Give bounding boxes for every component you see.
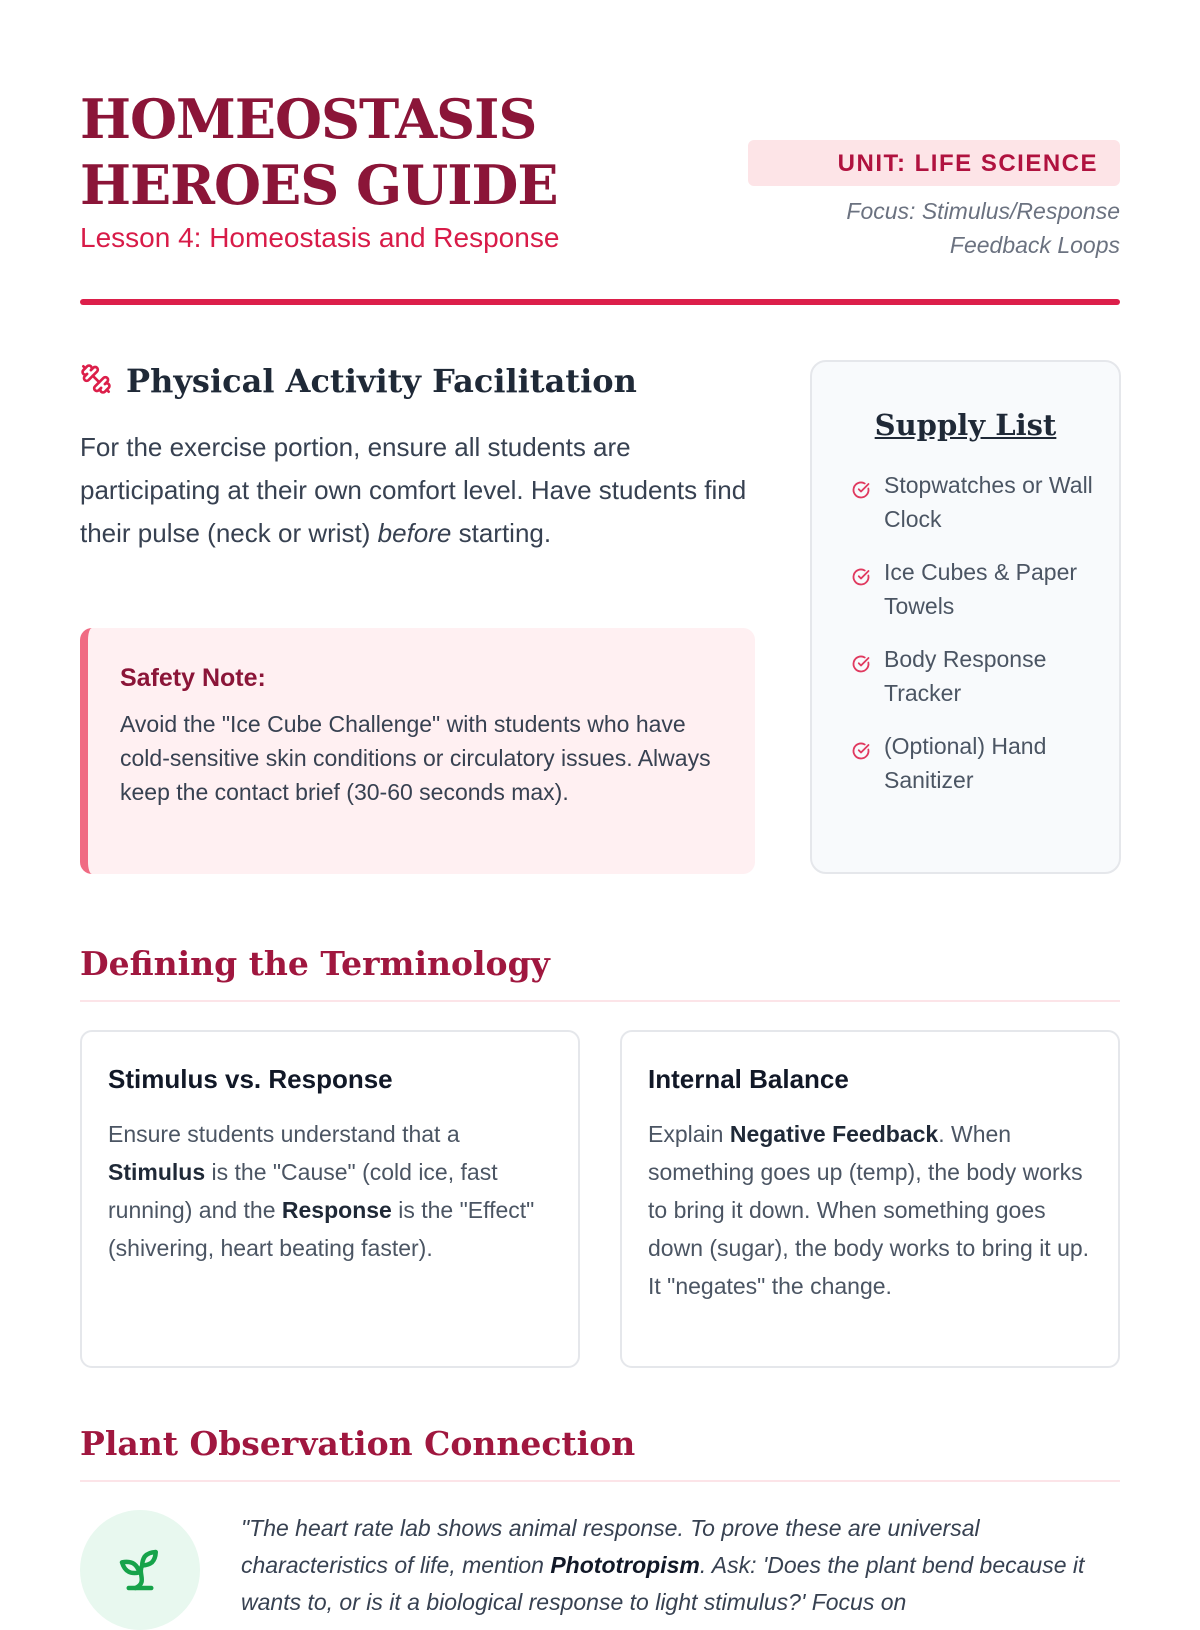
title-line-1: HOMEOSTASIS [80, 87, 537, 151]
plant-divider [80, 1480, 1120, 1482]
focus-line-1: Focus: Stimulus/Response [846, 198, 1120, 224]
supply-item [852, 555, 1095, 623]
supply-item [852, 642, 1095, 710]
safety-text: Avoid the "Ice Cube Challenge" with students who have cold-sensitive skin conditions or circulatory issues. Always keep the contact brief (30-60 seconds max). [120, 711, 711, 805]
sprout-icon [80, 1510, 200, 1630]
check-circle-icon [852, 642, 870, 710]
activity-emphasis: before [377, 518, 452, 548]
supply-item-label: (Optional) Hand Sanitizer [884, 733, 1047, 793]
stimulus-response-card [80, 1030, 580, 1368]
card-text-part: . When something goes up (temp), the body works to bring it down. When something goes down (sugar), the body works to bring it up. It "negates" the change. [648, 1121, 1090, 1299]
activity-heading-row [80, 362, 754, 400]
quote-text-part: "The heart rate lab shows animal response. To prove these are universal characteristics of life, mention [241, 1515, 980, 1578]
supply-heading: Supply List [874, 408, 1057, 442]
card-text-part: is the "Cause" (cold ice, fast running) and the [108, 1159, 498, 1223]
card-text-part: is the "Effect" (shivering, heart beating faster). [108, 1197, 535, 1261]
card-term-response: Response [281, 1197, 392, 1223]
supply-item-label: Body Response Tracker [884, 646, 1047, 706]
card-text [108, 1115, 552, 1267]
safety-heading: Safety Note: [120, 664, 266, 692]
card-term-negative-feedback: Negative Feedback [729, 1121, 939, 1147]
quote-text-part: . Ask: 'Does the plant bend because it wants to, or is it a biological response to light stimulus?' Focus on [241, 1552, 1085, 1615]
plant-quote [241, 1510, 1121, 1621]
supply-item-label: Stopwatches or Wall Clock [884, 472, 1093, 532]
card-title: Internal Balance [648, 1064, 849, 1094]
card-text [648, 1115, 1092, 1305]
page-header [80, 86, 1120, 306]
card-term-stimulus: Stimulus [108, 1159, 206, 1185]
check-circle-icon [852, 555, 870, 623]
terminology-heading: Defining the Terminology [80, 944, 550, 983]
check-circle-icon [852, 468, 870, 536]
quote-term-phototropism: Phototropism [550, 1552, 700, 1578]
activity-section [80, 362, 754, 555]
dumbbell-icon [80, 363, 112, 400]
activity-heading: Physical Activity Facilitation [126, 362, 637, 400]
check-circle-icon [852, 729, 870, 797]
focus-note [846, 194, 1120, 262]
lesson-subtitle: Lesson 4: Homeostasis and Response [80, 222, 560, 253]
supply-item [852, 729, 1095, 797]
activity-body [80, 426, 754, 555]
title-line-2: HEROES GUIDE [80, 153, 558, 217]
safety-note [80, 628, 755, 874]
focus-line-2: Feedback Loops [949, 232, 1120, 258]
unit-badge: UNIT: LIFE SCIENCE [748, 140, 1120, 186]
activity-text-1: For the exercise portion, ensure all students are participating at their own comfort level. Have students find their pulse (neck or wrist) [80, 432, 747, 548]
terminology-divider [80, 1000, 1120, 1002]
supply-list-card [810, 360, 1121, 874]
activity-text-2: starting. [451, 518, 552, 548]
plant-heading: Plant Observation Connection [80, 1424, 636, 1463]
card-text-part: Ensure students understand that a [108, 1121, 460, 1147]
supply-list [852, 468, 1095, 797]
header-divider [80, 299, 1120, 305]
card-title: Stimulus vs. Response [108, 1064, 393, 1094]
card-text-part: Explain [648, 1121, 730, 1147]
supply-item [852, 468, 1095, 536]
internal-balance-card [620, 1030, 1120, 1368]
supply-item-label: Ice Cubes & Paper Towels [884, 559, 1078, 619]
